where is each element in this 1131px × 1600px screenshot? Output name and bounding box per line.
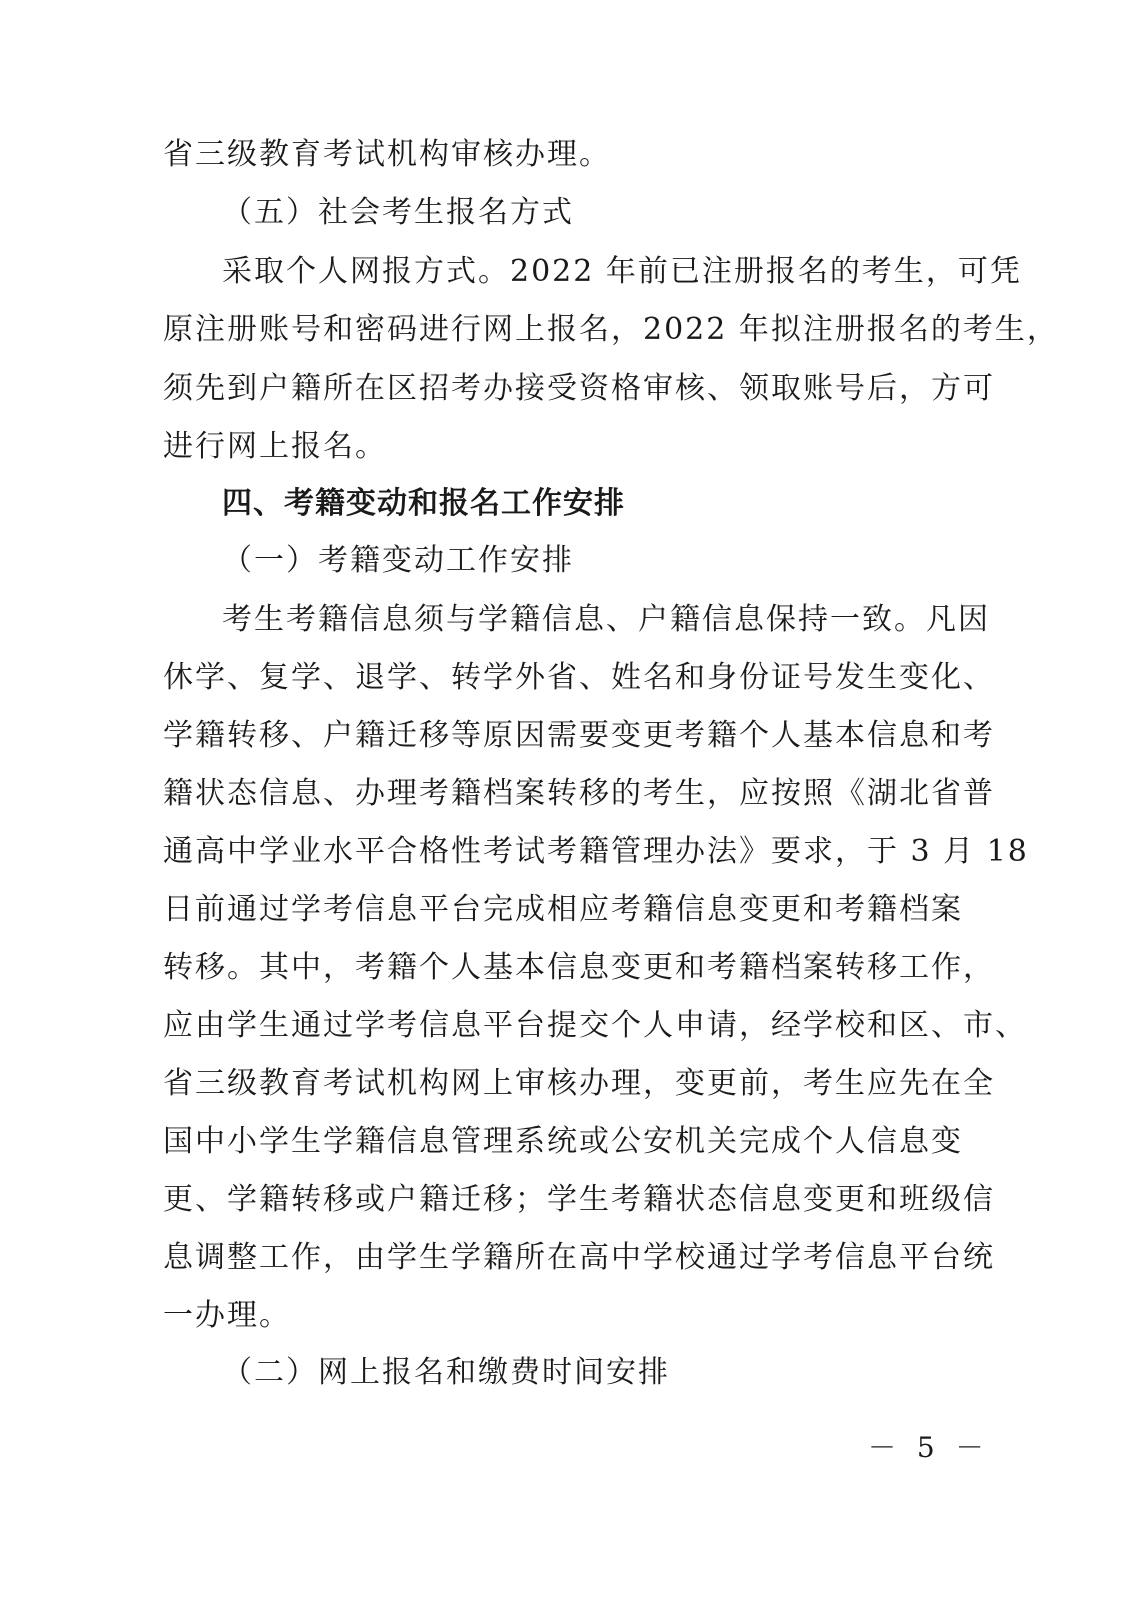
body-text-line: 休学、复学、退学、转学外省、姓名和身份证号发生变化、	[163, 660, 995, 695]
body-text-line: 须先到户籍所在区招考办接受资格审核、领取账号后，方可	[163, 371, 995, 406]
body-text-line: 省三级教育考试机构审核办理。	[163, 137, 611, 172]
body-text-line: 通高中学业水平合格性考试考籍管理办法》要求，于 3 月 18	[163, 834, 1029, 869]
body-text-line: 采取个人网报方式。2022 年前已注册报名的考生，可凭	[222, 254, 1022, 289]
body-text-line: 原注册账号和密码进行网上报名，2022 年拟注册报名的考生，	[163, 312, 1059, 347]
body-text-line: 转移。其中，考籍个人基本信息变更和考籍档案转移工作，	[163, 950, 995, 985]
body-text-line: 息调整工作，由学生学籍所在高中学校通过学考信息平台统	[163, 1240, 995, 1275]
page-number: － 5 －	[868, 1431, 990, 1464]
subsection-heading-1: （一）考籍变动工作安排	[222, 543, 574, 578]
body-text-line: 更、学籍转移或户籍迁移；学生考籍状态信息变更和班级信	[163, 1182, 995, 1217]
body-text-line: 进行网上报名。	[163, 429, 387, 464]
body-text-line: 一办理。	[163, 1298, 291, 1333]
body-text-line: 籍状态信息、办理考籍档案转移的考生，应按照《湖北省普	[163, 776, 995, 811]
body-text-line: 日前通过学考信息平台完成相应考籍信息变更和考籍档案	[163, 892, 963, 927]
subsection-heading-2: （二）网上报名和缴费时间安排	[222, 1355, 670, 1390]
body-text-line: 国中小学生学籍信息管理系统或公安机关完成个人信息变	[163, 1124, 963, 1159]
body-text-line: 考生考籍信息须与学籍信息、户籍信息保持一致。凡因	[222, 602, 990, 637]
body-text-line: 学籍转移、户籍迁移等原因需要变更考籍个人基本信息和考	[163, 718, 995, 753]
body-text-line: 应由学生通过学考信息平台提交个人申请，经学校和区、市、	[163, 1008, 1027, 1043]
subsection-heading-5: （五）社会考生报名方式	[222, 195, 574, 230]
body-text-line: 省三级教育考试机构网上审核办理，变更前，考生应先在全	[163, 1066, 995, 1101]
section-heading-4: 四、考籍变动和报名工作安排	[222, 486, 625, 521]
